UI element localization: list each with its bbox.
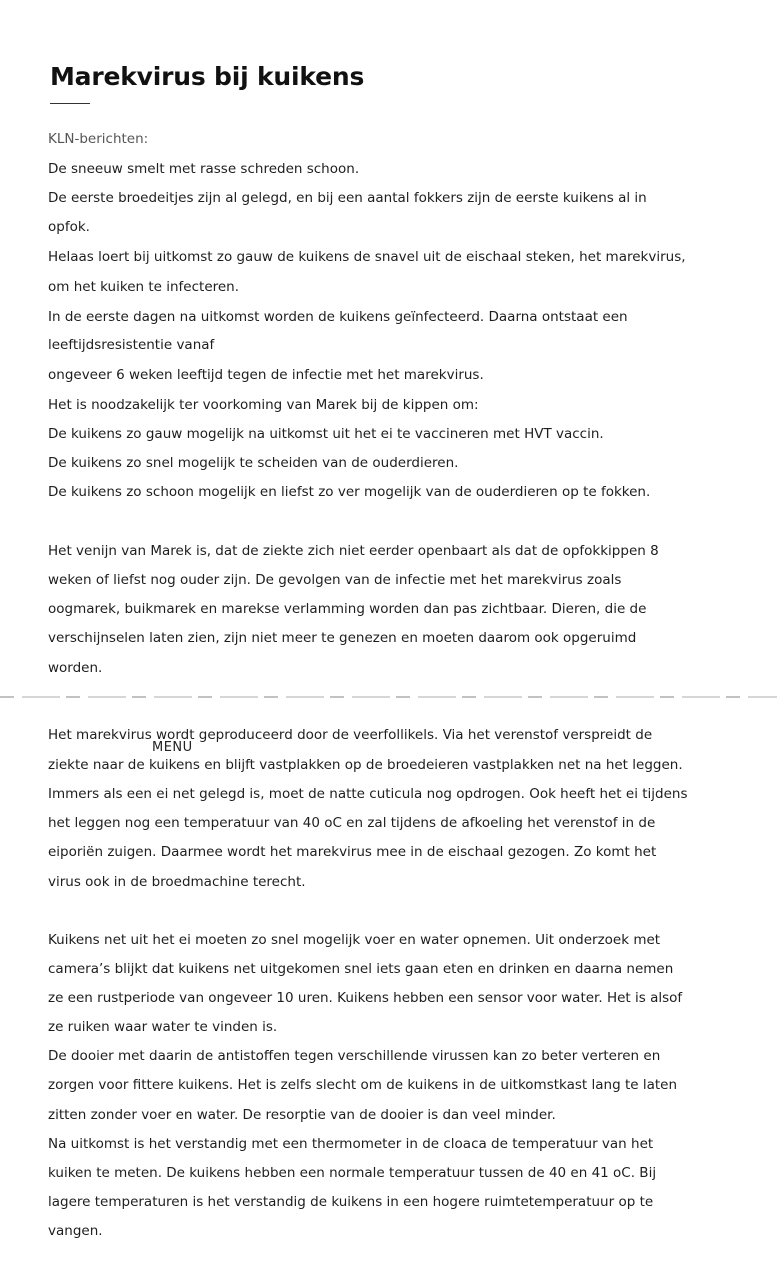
text-line: worden. xyxy=(48,660,103,676)
text-line: om het kuiken te infecteren. xyxy=(48,279,240,295)
text-line: ziekte naar de kuikens en blijft vastplakken op de broedeieren vastplakken net na het leggen. xyxy=(48,757,683,773)
text-line: verschijnselen laten zien, zijn niet meer te genezen en moeten daarom ook opgeruimd xyxy=(48,630,637,646)
text-line: Het is noodzakelijk ter voorkoming van Marek bij de kippen om: xyxy=(48,397,479,413)
title-underline xyxy=(50,103,90,104)
text-line: De sneeuw smelt met rasse schreden schoon. xyxy=(48,161,360,177)
text-line: De dooier met daarin de antistoffen tegen verschillende virussen kan zo beter verteren en xyxy=(48,1048,661,1064)
text-line: In de eerste dagen na uitkomst worden de kuikens geïnfecteerd. Daarna ontstaat een xyxy=(48,309,628,325)
text-line: opfok. xyxy=(48,219,90,235)
text-line: virus ook in de broedmachine terecht. xyxy=(48,874,306,890)
text-line: De kuikens zo gauw mogelijk na uitkomst uit het ei te vaccineren met HVT vaccin. xyxy=(48,426,604,442)
text-line: Het marekvirus wordt geproduceerd door de veerfollikels. Via het verenstof verspreidt de xyxy=(48,727,653,743)
text-line: het leggen nog een temperatuur van 40 oC en zal tijdens de afkoeling het verenstof in de xyxy=(48,815,656,831)
text-line: Helaas loert bij uitkomst zo gauw de kuikens de snavel uit de eischaal steken, het marekvirus, xyxy=(48,249,686,265)
text-line: De kuikens zo schoon mogelijk en liefst zo ver mogelijk van de ouderdieren op te fokken. xyxy=(48,484,651,500)
document-title: Marekvirus bij kuikens xyxy=(50,62,365,91)
text-line: eiporiën zuigen. Daarmee wordt het marekvirus mee in de eischaal gezogen. Zo komt het xyxy=(48,844,657,860)
text-line: ze een rustperiode van ongeveer 10 uren. Kuikens hebben een sensor voor water. Het is alsof xyxy=(48,990,683,1006)
text-line: Kuikens net uit het ei moeten zo snel mogelijk voer en water opnemen. Uit onderzoek met xyxy=(48,932,661,948)
text-line: oogmarek, buikmarek en marekse verlamming worden dan pas zichtbaar. Dieren, die de xyxy=(48,601,647,617)
text-line: Immers als een ei net gelegd is, moet de natte cuticula nog opdrogen. Ook heeft het ei tijdens xyxy=(48,786,688,802)
text-line: ze ruiken waar water te vinden is. xyxy=(48,1019,278,1035)
text-line: zitten zonder voer en water. De resorptie van de dooier is dan veel minder. xyxy=(48,1107,556,1123)
text-line: KLN-berichten: xyxy=(48,131,149,147)
text-line: leeftijdsresistentie vanaf xyxy=(48,337,215,353)
text-line: camera’s blijkt dat kuikens net uitgekomen snel iets gaan eten en drinken en daarna nemen xyxy=(48,961,674,977)
text-line: zorgen voor fittere kuikens. Het is zelfs slecht om de kuikens in de uitkomstkast lang te laten xyxy=(48,1077,678,1093)
menu-label: MENU xyxy=(152,740,193,755)
text-line: ongeveer 6 weken leeftijd tegen de infectie met het marekvirus. xyxy=(48,367,484,383)
text-line: Na uitkomst is het verstandig met een thermometer in de cloaca de temperatuur van het xyxy=(48,1136,654,1152)
text-line: weken of liefst nog ouder zijn. De gevolgen van de infectie met het marekvirus zoals xyxy=(48,572,622,588)
scan-divider xyxy=(0,696,777,698)
text-line: De eerste broedeitjes zijn al gelegd, en bij een aantal fokkers zijn de eerste kuikens al in xyxy=(48,190,647,206)
text-line: De kuikens zo snel mogelijk te scheiden van de ouderdieren. xyxy=(48,455,459,471)
text-line: kuiken te meten. De kuikens hebben een normale temperatuur tussen de 40 en 41 oC. Bij xyxy=(48,1165,657,1181)
text-line: vangen. xyxy=(48,1223,103,1239)
text-line: lagere temperaturen is het verstandig de kuikens in een hogere ruimtetemperatuur op te xyxy=(48,1194,654,1210)
text-line: Het venijn van Marek is, dat de ziekte zich niet eerder openbaart als dat de opfokkippen 8 xyxy=(48,543,659,559)
